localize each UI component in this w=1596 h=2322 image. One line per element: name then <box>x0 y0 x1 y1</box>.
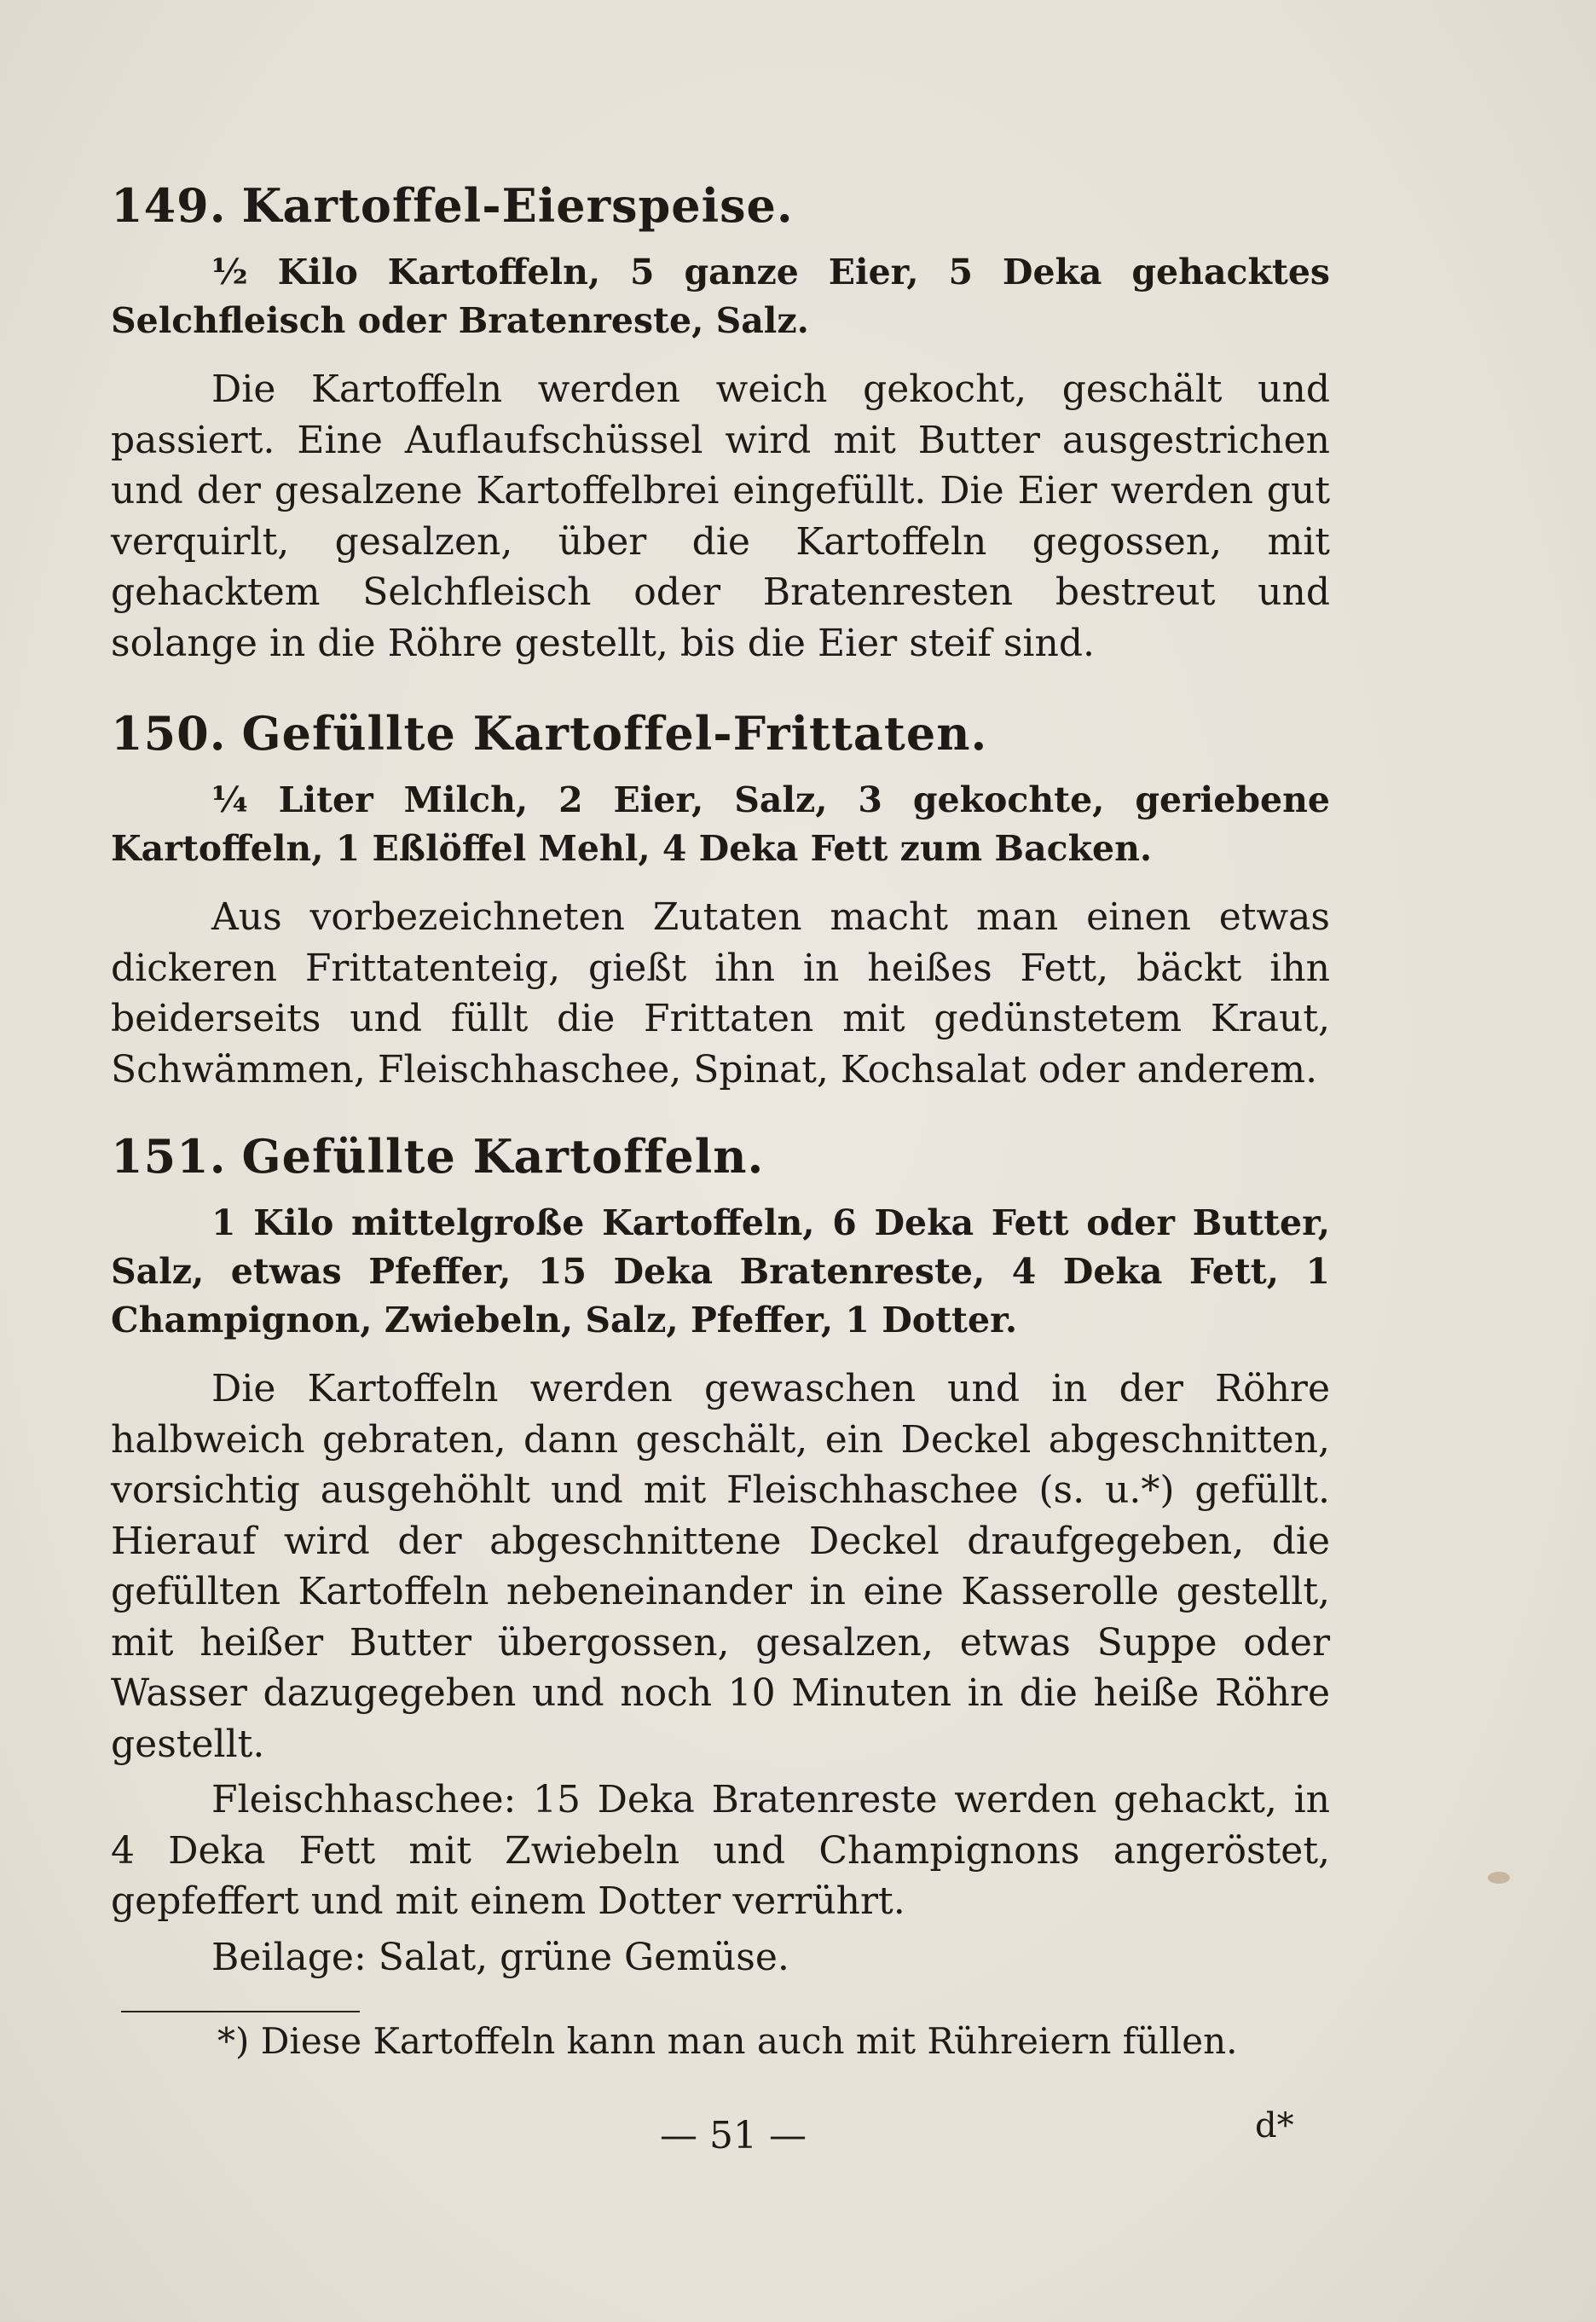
recipe-title <box>111 703 1330 764</box>
recipe-150 <box>111 703 1330 1095</box>
recipe-name: Kartoffel-Eierspeise. <box>241 178 794 233</box>
section-spacer <box>111 1095 1330 1126</box>
filling-paragraph: Fleischhaschee: 15 Deka Bratenreste werden gehackt, in 4 Deka Fett mit Zwiebeln und Champignons angeröstet, gepfeffert und mit einem Dotter verrührt. <box>111 1778 1330 1923</box>
signature-mark: d* <box>1255 2106 1294 2145</box>
recipe-number: 151. <box>111 1129 227 1184</box>
page-number: — 51 — <box>660 2114 807 2157</box>
side-dish-paragraph: Beilage: Salat, grüne Gemüse. <box>211 1935 789 1979</box>
ingredients-list: 1 Kilo mittelgroße Kartoffeln, 6 Deka Fett oder Butter, Salz, etwas Pfeffer, 15 Deka Bratenreste, 4 Deka Fett, 1 Champignon, Zwiebeln, Salz, Pfeffer, 1 Dotter. <box>111 1202 1330 1341</box>
footnote: *) Diese Kartoffeln kann man auch mit Rühreiern füllen. <box>217 2020 1238 2062</box>
recipe-name: Gefüllte Kartoffeln. <box>241 1129 765 1184</box>
recipe-149 <box>111 175 1330 669</box>
instructions-paragraph: Die Kartoffeln werden weich gekocht, geschält und passiert. Eine Auflaufschüssel wird mit Butter ausgestrichen und der gesalzene Kartoffelbrei eingefüllt. Die Eier werden gut verquirlt, gesalzen, über die Kartoffeln gegossen, mit gehacktem Selchfleisch oder Bratenresten bestreut und solange in die Röhre gestellt, bis die Eier steif sind. <box>111 368 1330 665</box>
footnote-divider <box>121 2011 360 2012</box>
ingredients-list: ¼ Liter Milch, 2 Eier, Salz, 3 gekochte, geriebene Kartoffeln, 1 Eßlöffel Mehl, 4 Deka Fett zum Backen. <box>111 779 1330 869</box>
section-spacer <box>111 669 1330 703</box>
paper-stain <box>1488 1872 1510 1884</box>
recipe-number: 149. <box>111 178 227 233</box>
recipe-151 <box>111 1126 1330 1983</box>
instructions-paragraph: Die Kartoffeln werden gewaschen und in der Röhre halbweich gebraten, dann geschält, ein Deckel abgeschnitten, vorsichtig ausgehöhlt und mit Fleischhaschee (s. u.*) gefüllt. Hierauf wird der abgeschnittene Deckel draufgegeben, die gefüllten Kartoffeln nebeneinander in eine Kasserolle gestellt, mit heißer Butter übergossen, gesalzen, etwas Suppe oder Wasser dazugegeben und noch 10 Minuten in die heiße Röhre gestellt. <box>111 1367 1330 1766</box>
instructions-paragraph: Aus vorbezeichneten Zutaten macht man einen etwas dickeren Frittatenteig, gießt ihn in heißes Fett, bäckt ihn beiderseits und füllt die Frittaten mit gedünstetem Kraut, Schwämmen, Fleischhaschee, Spinat, Kochsalat oder anderem. <box>111 895 1330 1092</box>
recipe-number: 150. <box>111 706 227 761</box>
recipe-name: Gefüllte Kartoffel-Frittaten. <box>241 706 988 761</box>
recipe-title <box>111 1126 1330 1187</box>
text-column <box>111 175 1330 1983</box>
recipe-title <box>111 175 1330 236</box>
ingredients-list: ½ Kilo Kartoffeln, 5 ganze Eier, 5 Deka gehacktes Selchfleisch oder Bratenreste, Salz. <box>111 252 1330 341</box>
